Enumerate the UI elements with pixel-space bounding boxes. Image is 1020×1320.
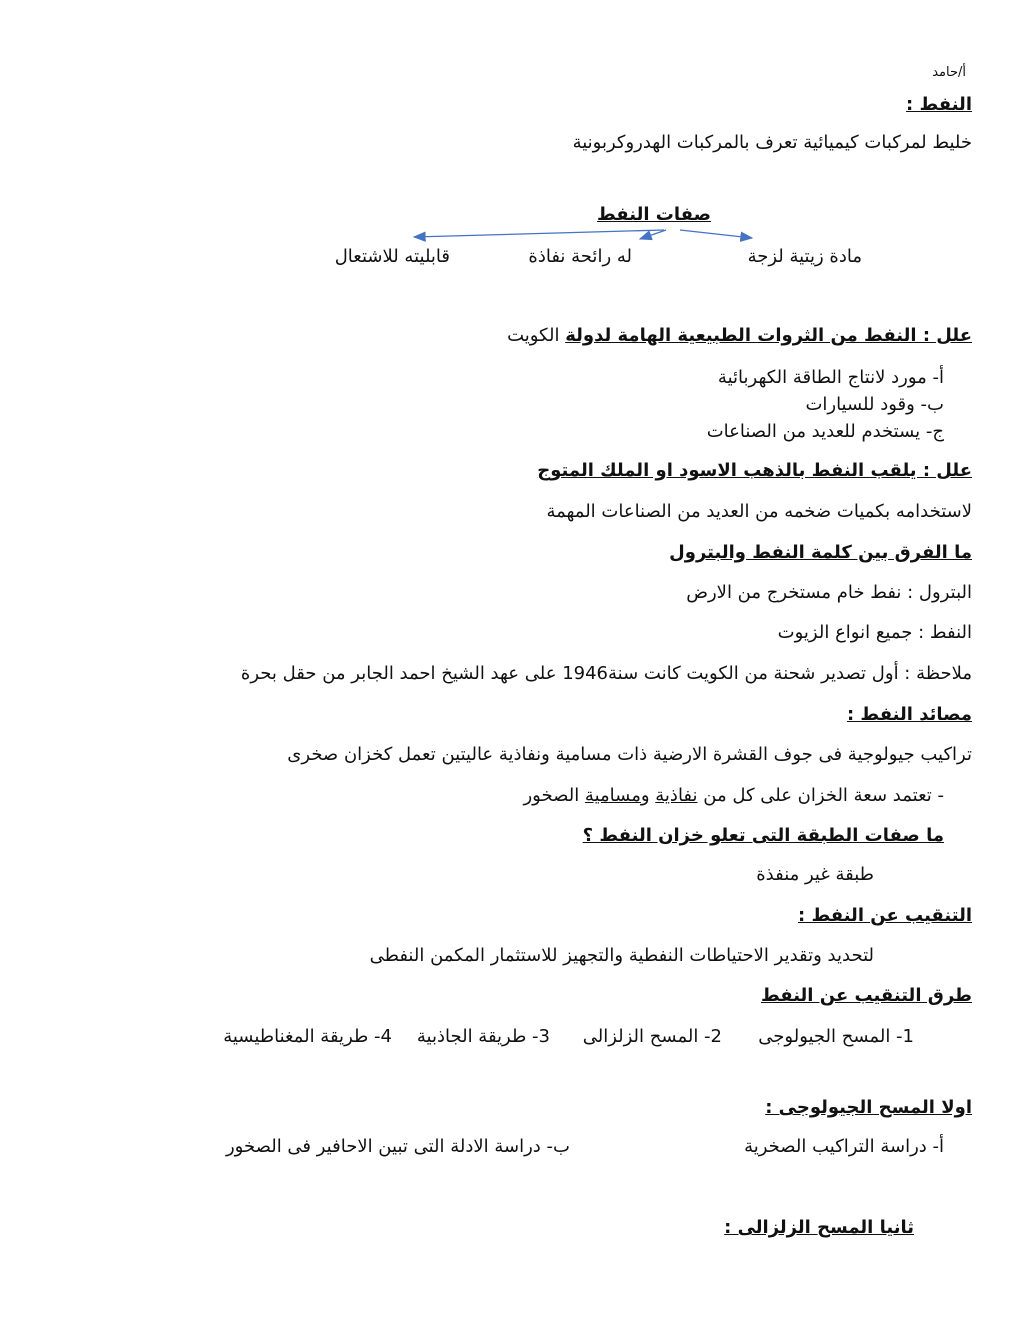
oil-heading: النفط : (906, 94, 972, 115)
arrow-to-flammable (414, 230, 664, 237)
arrow-to-smell (640, 230, 666, 239)
cap-layer-answer: طبقة غير منفذة (756, 864, 874, 885)
reason2-label: علل : يلقب النفط بالذهب الاسود او الملك المتوج (537, 460, 972, 481)
method-3: 3- طريقة الجاذبية (416, 1026, 550, 1047)
props-title: صفات النفط (597, 204, 711, 225)
props-arrows (0, 0, 1020, 320)
prop-flammable: قابليته للاشتعال (334, 246, 450, 267)
author-name: أ/حامد (932, 65, 966, 80)
reason1-label: علل : النفط من الثروات الطبيعية الهامة لدولة الكويت (507, 325, 972, 346)
exploration-text: لتحديد وتقدير الاحتياطات النفطية والتجهيز للاستثمار المكمن النفطى (369, 945, 874, 966)
reason1-item-b: ب- وقود للسيارات (805, 394, 944, 415)
reason2-answer: لاستخدامه بكميات ضخمه من العديد من الصناعات المهمة (546, 501, 972, 522)
difference-label: ما الفرق بين كلمة النفط والبترول (669, 542, 972, 563)
traps-label: مصائد النفط : (846, 704, 972, 725)
cap-layer-label: ما صفات الطبقة التى تعلو خزان النفط ؟ (582, 825, 944, 846)
reason1-item-a: أ- مورد لانتاج الطاقة الكهربائية (717, 367, 944, 388)
geo-survey-item-b: ب- دراسة الادلة التى تبين الاحافير فى الصخور (225, 1136, 570, 1157)
exploration-label: التنقيب عن النفط : (798, 905, 972, 926)
method-1: 1- المسح الجيولوجى (758, 1026, 914, 1047)
oil-definition: خليط لمركبات كيميائية تعرف بالمركبات الهدروكربونية (572, 132, 972, 153)
geo-survey-label: اولا المسح الجيولوجى : (765, 1097, 972, 1118)
reason1-item-c: ج- يستخدم للعديد من الصناعات (706, 421, 944, 442)
methods-label: طرق التنقيب عن النفط (760, 985, 972, 1006)
seismic-label: ثانيا المسح الزلزالى : (724, 1217, 914, 1238)
method-4: 4- طريقة المغناطيسية (223, 1026, 392, 1047)
traps-text: تراكيب جيولوجية فى جوف القشرة الارضية ذات مسامية ونفاذية عاليتين تعمل كخزان صخرى (287, 744, 972, 765)
arrow-to-viscous (680, 230, 752, 238)
traps-bullet: - تعتمد سعة الخزان على كل من نفاذية ومسامية الصخور (523, 785, 944, 806)
difference-oil: النفط : جميع انواع الزيوت (777, 622, 972, 643)
prop-smell: له رائحة نفاذة (528, 246, 632, 267)
method-2: 2- المسح الزلزالى (582, 1026, 722, 1047)
difference-petroleum: البترول : نفط خام مستخرج من الارض (686, 582, 972, 603)
prop-viscous: مادة زيتية لزجة (747, 246, 862, 267)
note-text: ملاحظة : أول تصدير شحنة من الكويت كانت سنة1946 على عهد الشيخ احمد الجابر من حقل بحرة (240, 663, 972, 684)
geo-survey-item-a: أ- دراسة التراكيب الصخرية (744, 1136, 944, 1157)
